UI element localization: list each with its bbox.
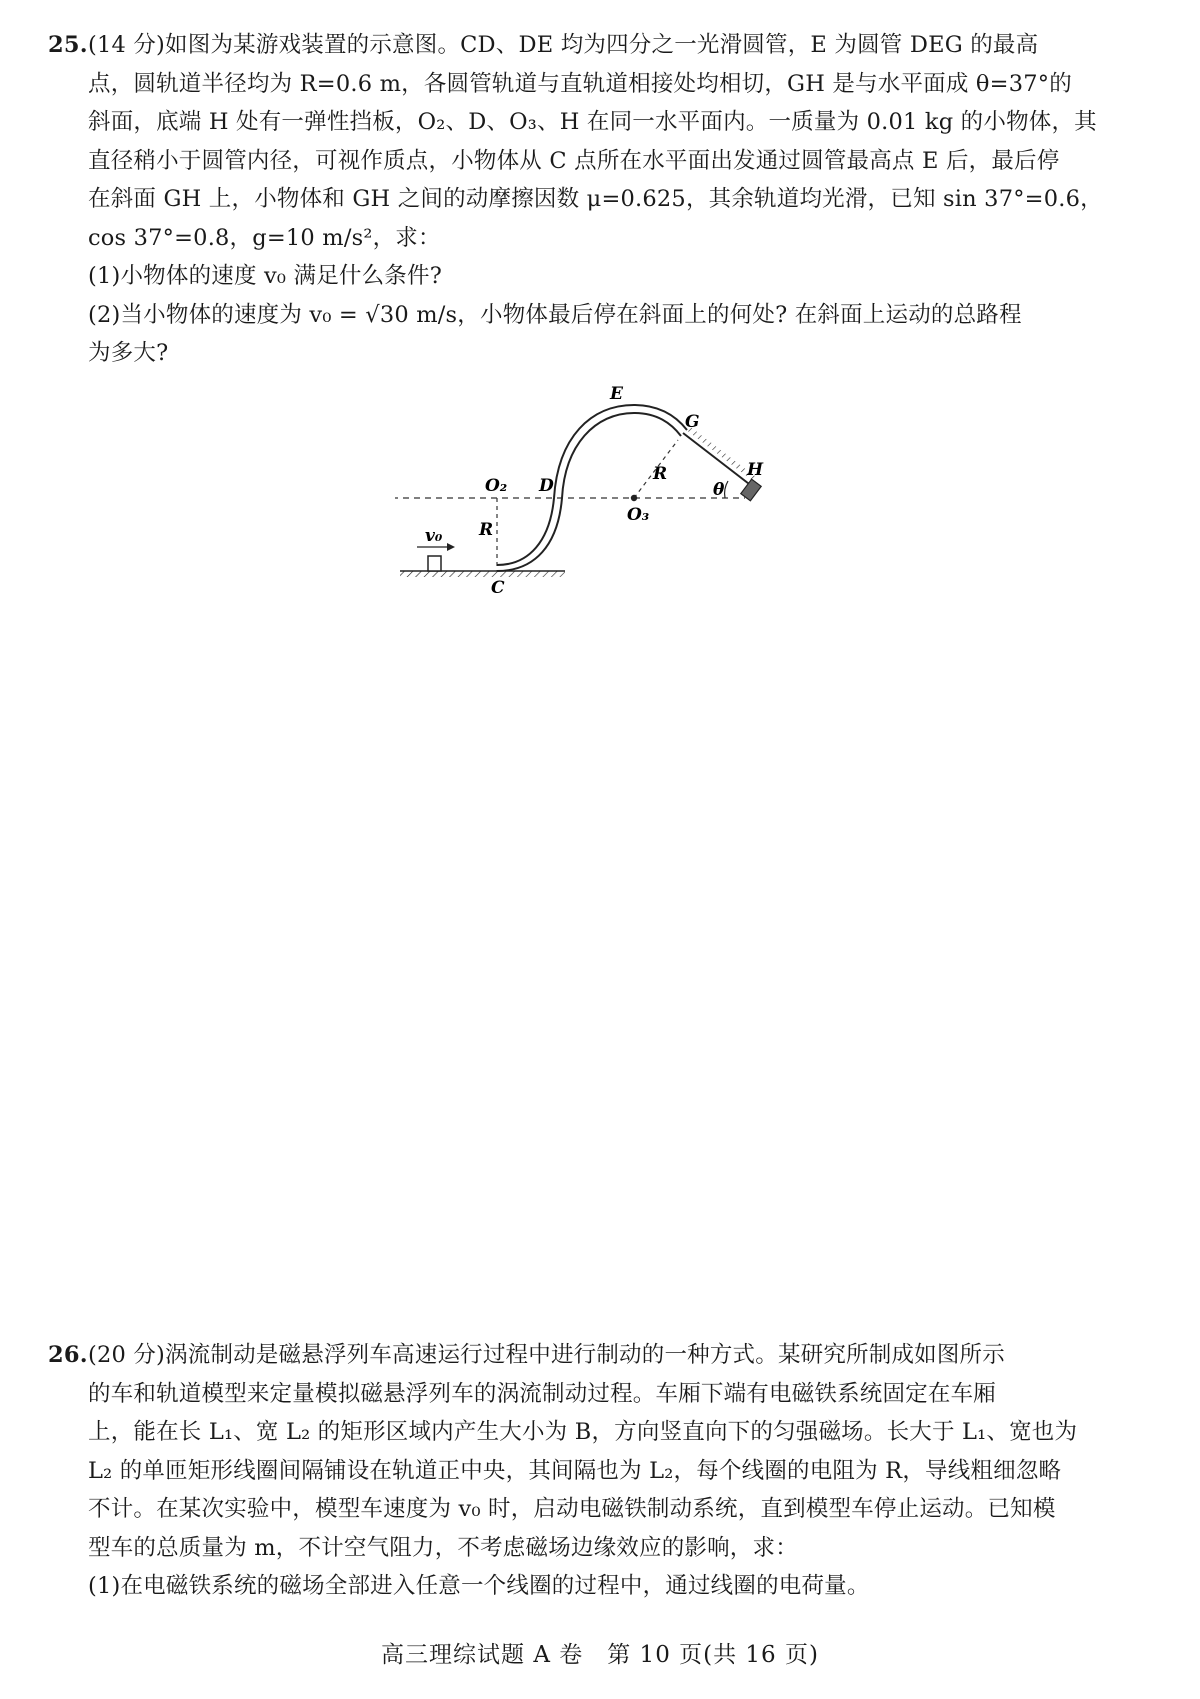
problem-26-line-4: L₂ 的单匝矩形线圈间隔铺设在轨道正中央，其间隔也为 L₂，每个线圈的电阻为 R，导线粗细忽略: [88, 1457, 1062, 1484]
incline-line: [683, 433, 753, 487]
problem-25-line-2: 点，圆轨道半径均为 R=0.6 m，各圆管轨道与直轨道相接处均相切，GH 是与水平面成 θ=37°的: [88, 70, 1072, 97]
page-footer: 高三理综试题 A 卷 第 10 页(共 16 页): [381, 1642, 819, 1668]
label-E: E: [610, 385, 623, 404]
label-O3: O₃: [627, 505, 650, 525]
problem-26-line-1: 26.(20 分)涡流制动是磁悬浮列车高速运行过程中进行制动的一种方式。某研究所制成如图所示: [88, 1336, 1148, 1375]
problem-26-line-6: 型车的总质量为 m，不计空气阻力，不考虑磁场边缘效应的影响，求：: [88, 1534, 798, 1561]
problem-26-line-5: 不计。在某次实验中，模型车速度为 v₀ 时，启动电磁铁制动系统，直到模型车停止运动。已知模: [88, 1496, 1056, 1522]
question-25-2-line-2: 为多大?: [88, 340, 169, 366]
angle-arc: [725, 481, 728, 498]
o3-point: [631, 495, 637, 501]
problem-25-line-5: 在斜面 GH 上，小物体和 GH 之间的动摩擦因数 μ=0.625，其余轨道均光滑，已知 sin 37°=0.6，: [88, 186, 1103, 212]
track-diagram: [395, 385, 855, 625]
question-26-1: (1)在电磁铁系统的磁场全部进入任意一个线圈的过程中，通过线圈的电荷量。: [88, 1573, 870, 1599]
problem-25-line-6: cos 37°=0.8，g=10 m/s²，求：: [88, 224, 441, 251]
tube-outer: [497, 413, 681, 571]
label-G: G: [685, 412, 700, 432]
incline-hatch: [685, 425, 756, 481]
problem-25-line-1: 25.(14 分)如图为某游戏装置的示意图。CD、DE 均为四分之一光滑圆管，E 为圆管 DEG 的最高: [88, 26, 1148, 65]
elastic-baffle: [741, 479, 761, 501]
problem-number: 26.: [48, 1342, 88, 1368]
problem-25-line-3: 斜面，底端 H 处有一弹性挡板，O₂、D、O₃、H 在同一水平面内。一质量为 0.01 kg 的小物体，其: [88, 109, 1097, 135]
problem-25-line-4: 直径稍小于圆管内径，可视作质点，小物体从 C 点所在水平面出发通过圆管最高点 E 后，最后停: [88, 147, 1060, 174]
label-v0: v₀: [425, 526, 443, 546]
label-R-right: R: [653, 464, 668, 484]
ground-hatch: [400, 571, 565, 577]
velocity-arrowhead: [447, 543, 455, 551]
problem-26-line-3: 上，能在长 L₁、宽 L₂ 的矩形区域内产生大小为 B，方向竖直向下的匀强磁场。长大于 L₁、宽也为: [88, 1419, 1078, 1445]
label-H: H: [747, 460, 764, 480]
label-D: D: [539, 476, 554, 496]
problem-number: 25.: [48, 32, 88, 58]
label-theta: θ: [713, 480, 725, 500]
problem-26: [48, 1336, 1148, 1606]
question-25-2-line-1: (2)当小物体的速度为 v₀ = √30 m/s，小物体最后停在斜面上的何处? 在斜面上运动的总路程: [88, 301, 1022, 328]
small-block: [428, 556, 441, 571]
label-R-left: R: [479, 520, 494, 540]
question-25-1: (1)小物体的速度 v₀ 满足什么条件?: [88, 263, 442, 289]
problem-26-line-2: 的车和轨道模型来定量模拟磁悬浮列车的涡流制动过程。车厢下端有电磁铁系统固定在车厢: [88, 1380, 997, 1407]
label-C: C: [491, 578, 505, 598]
problem-25: [48, 26, 1148, 373]
label-O2: O₂: [485, 476, 508, 496]
